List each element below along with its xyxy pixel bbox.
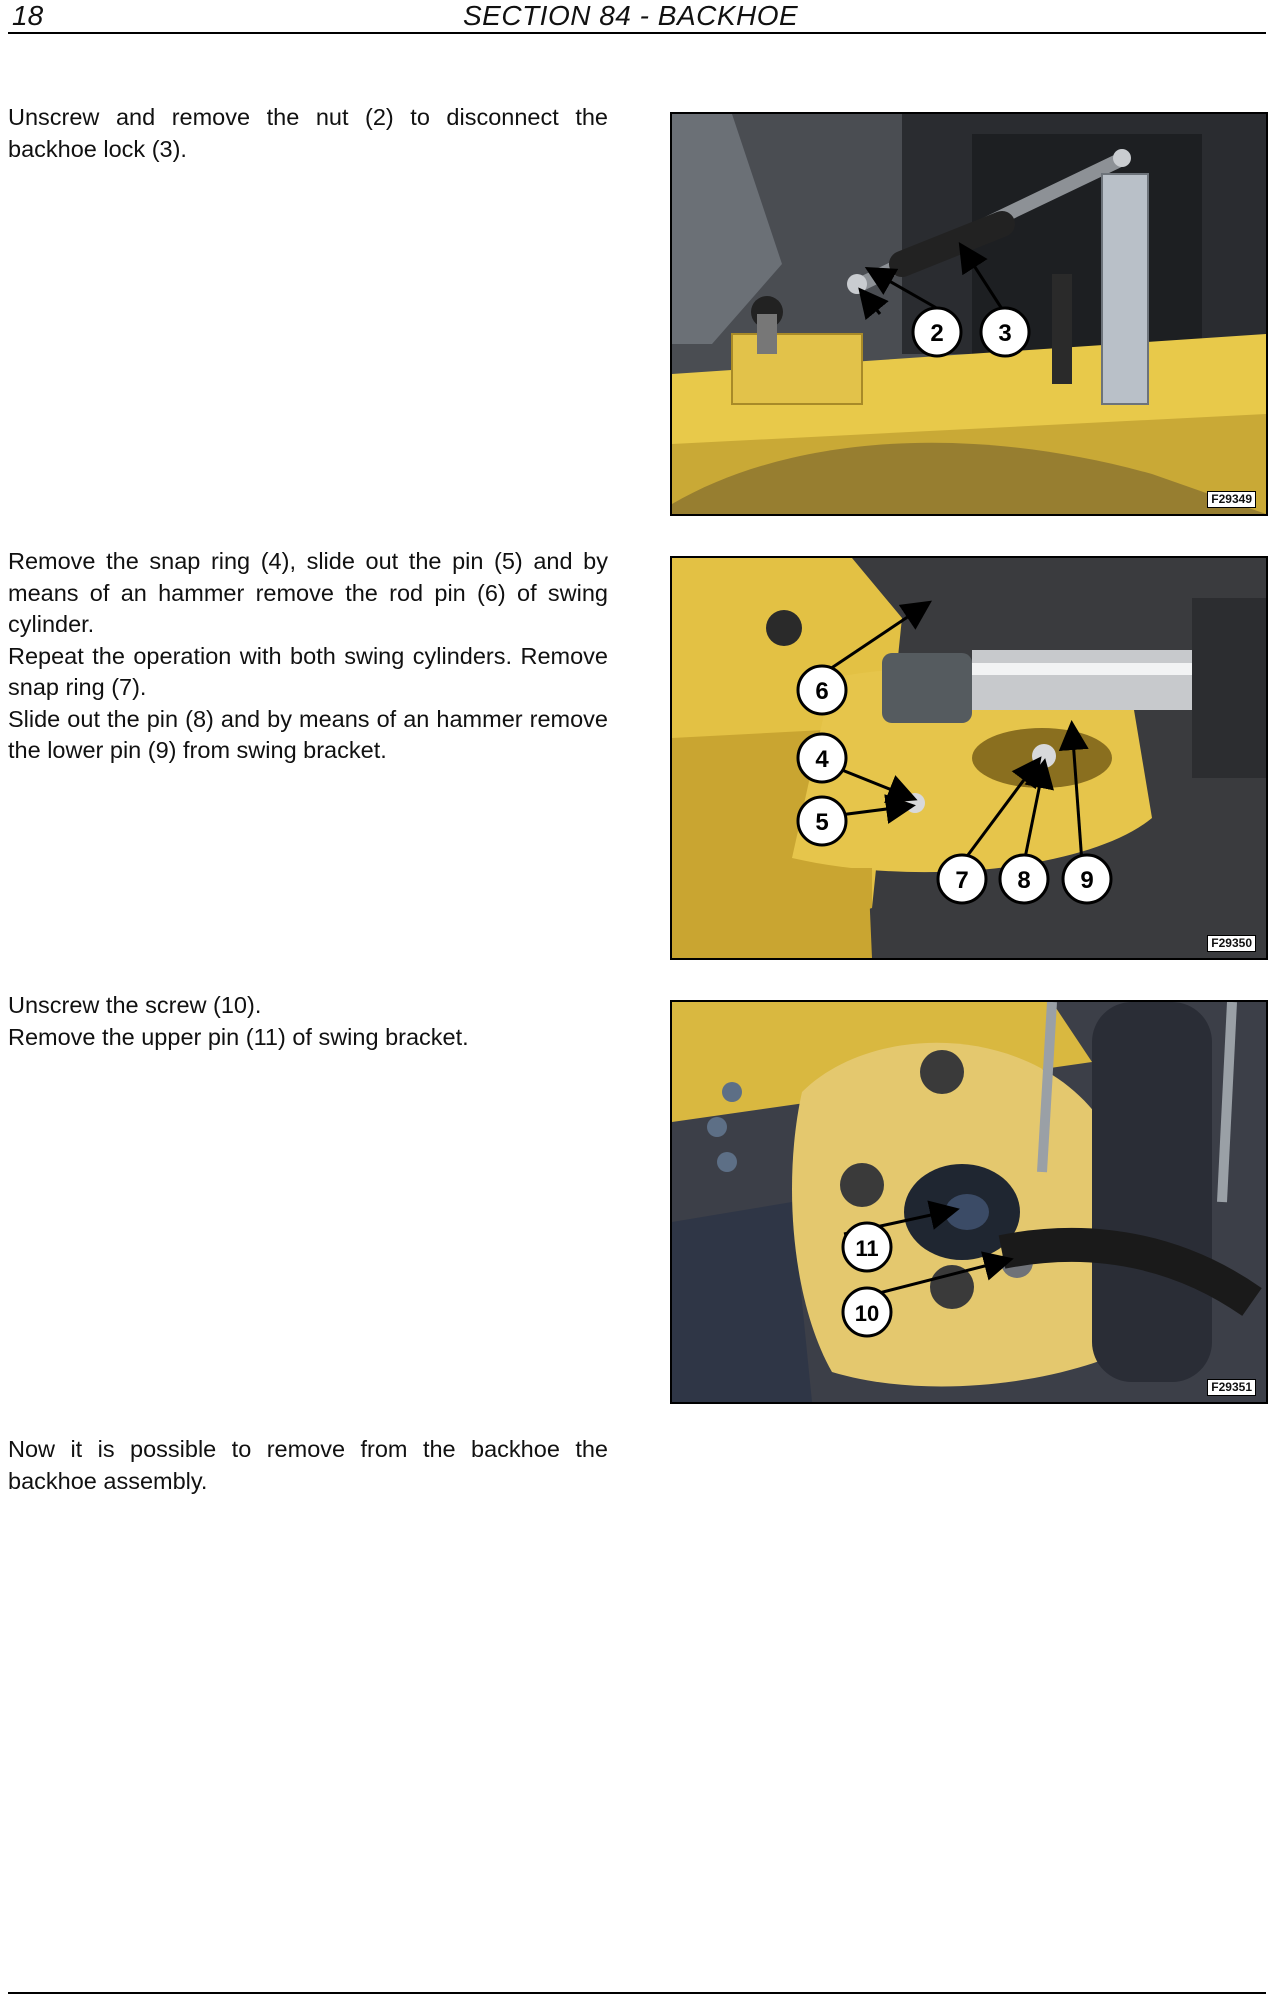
svg-text:7: 7 [955, 867, 969, 894]
figure-code: F29349 [1207, 491, 1256, 508]
svg-text:9: 9 [1080, 867, 1094, 894]
callout-8 [1000, 855, 1048, 903]
figure-f29350-photo [670, 556, 1268, 960]
svg-text:2: 2 [930, 320, 944, 347]
callout-2 [913, 308, 961, 356]
svg-text:8: 8 [1017, 867, 1031, 894]
svg-text:5: 5 [815, 809, 829, 836]
svg-text:4: 4 [815, 746, 829, 773]
step-2-text [8, 546, 608, 767]
step-3-line-1: Unscrew the screw (10). [8, 992, 262, 1018]
step-3-text [8, 990, 608, 1053]
step-3-line-2: Remove the upper pin (11) of swing bracket. [8, 1023, 469, 1050]
step-1-text [8, 102, 608, 165]
svg-text:6: 6 [815, 678, 829, 705]
figure-code: F29350 [1207, 935, 1256, 952]
page-number: 18 [12, 0, 44, 31]
callout-10 [843, 1288, 891, 1336]
callout-4 [798, 734, 846, 782]
callout-6 [798, 666, 846, 714]
figure-f29351-photo [670, 1000, 1268, 1404]
step-2-line-1: Remove the snap ring (4), slide out the pin (5) and by means of an hammer remove the rod pin (6) of swing cylinder. [8, 548, 608, 637]
svg-text:3: 3 [998, 320, 1012, 347]
step-2-line-3: Slide out the pin (8) and by means of an hammer remove the lower pin (9) from swing bracket. [8, 705, 608, 763]
figure-f29349-photo [670, 112, 1268, 516]
callout-3 [981, 308, 1029, 356]
svg-text:11: 11 [855, 1236, 879, 1261]
page-header [8, 0, 1266, 34]
figure-code: F29351 [1207, 1379, 1256, 1396]
step-4-line-1: Now it is possible to remove from the backhoe the backhoe assembly. [8, 1436, 608, 1494]
step-1-line: Unscrew and remove the nut (2) to disconnect the backhoe lock (3). [8, 104, 608, 162]
section-title: SECTION 84 - BACKHOE [463, 0, 799, 31]
callout-9 [1063, 855, 1111, 903]
callout-11 [843, 1223, 891, 1271]
callout-7 [938, 855, 986, 903]
callout-5 [798, 797, 846, 845]
svg-text:10: 10 [854, 1301, 880, 1326]
footer-rule [8, 1992, 1266, 1994]
step-2-line-2: Repeat the operation with both swing cylinders. Remove snap ring (7). [8, 642, 608, 700]
step-4-text [8, 1434, 608, 1497]
